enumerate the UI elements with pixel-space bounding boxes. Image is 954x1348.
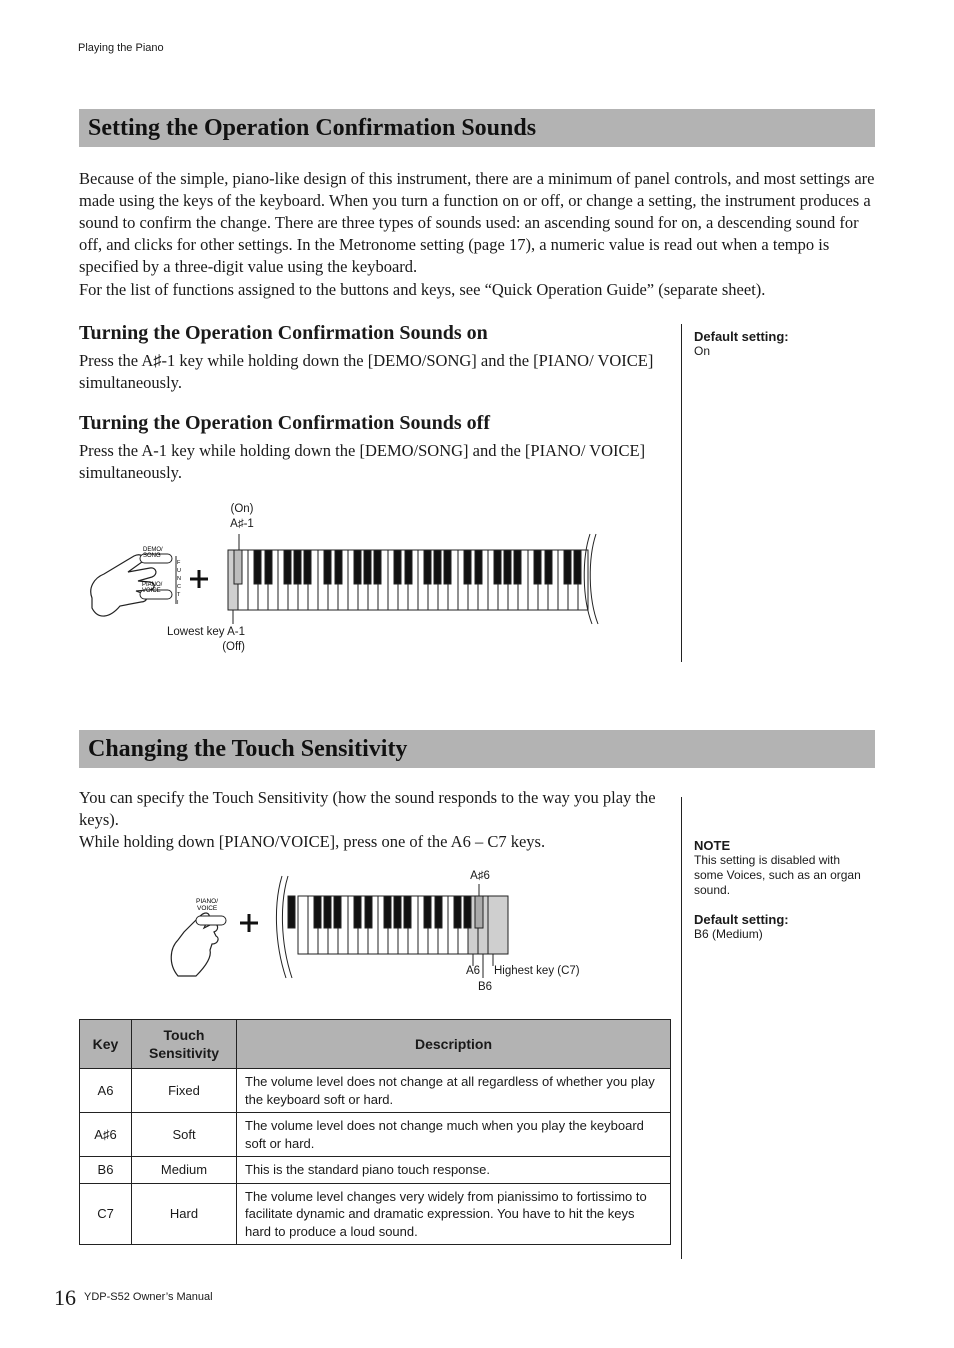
header-touch-sensitivity: Touch Sensitivity [132,1020,237,1069]
piano-voice-button-2 [196,916,226,925]
off-text: Press the A-1 key while holding down the [DEMO/SONG] and the [PIANO/ VOICE] simultaneously. [79,441,646,482]
cell-key: A♯6 [80,1113,132,1157]
label-on-key: A♯-1 [230,518,254,530]
running-header: Playing the Piano [78,42,164,54]
label-a-sharp-6: A♯6 [470,870,490,882]
default-setting-value-2: B6 (Medium) [694,927,763,941]
cell-touch: Hard [132,1184,237,1245]
default-setting-label-1: Default setting: [694,329,789,344]
on-text: Press the A♯-1 key while holding down the [DEMO/SONG] and the [PIANO/ VOICE] simultaneously. [79,351,654,392]
section-bar-touch-sensitivity [79,730,875,768]
demo-song-text: DEMO/ [143,547,163,553]
svg-text:SONG: SONG [143,553,161,559]
cell-touch: Medium [132,1157,237,1184]
plus-icon [240,914,258,932]
cell-touch: Fixed [132,1069,237,1113]
section1-paragraph-1: Because of the simple, piano-like design of this instrument, there are a minimum of panel controls, and most settings are made using the keys of the keyboard. When you turn a function on or off, or change a setting, the instrument produces a sound to confirm the change. There are three types of sounds used: an ascending sound for on, a descending sound for off, and clicks for other settings. In the Metronome setting (page 17), a numeric value is read out when a tempo is specified by a three-digit value using the keyboard. [79,169,875,276]
section-title-touch-sensitivity: Changing the Touch Sensitivity [88,736,408,762]
on-subsection [79,322,669,394]
default-setting-value-1: On [694,344,711,358]
table-row [80,1069,671,1113]
cell-description: The volume level changes very widely from pianissimo to fortissimo to facilitate dynamic and dramatic expression. You have to hit the keys hard to produce a loud sound. [237,1184,671,1245]
section2-intro [79,787,679,853]
svg-text:VOICE: VOICE [197,905,218,912]
label-lowest-key: Lowest key A-1 [167,626,245,638]
svg-text:T: T [177,592,181,598]
page-number: 16 [54,1285,76,1310]
key-c7 [488,896,508,954]
piano-voice-text-2: PIANO/ [196,898,219,905]
label-off: (Off) [222,641,245,653]
column-divider-1 [681,324,682,662]
svg-text:F: F [177,560,181,566]
svg-text:U: U [177,568,181,574]
cell-key: A6 [80,1069,132,1113]
off-subsection [79,412,669,484]
cell-touch: Soft [132,1113,237,1157]
section1-paragraph-2: For the list of functions assigned to the buttons and keys, see “Quick Operation Guide” (separate sheet). [79,280,766,299]
keyboard-diagram-1 [80,528,620,628]
note-label: NOTE [694,838,731,853]
section-bar-confirmation-sounds [79,109,875,147]
side-note-2 [694,838,869,942]
svg-text:N: N [177,576,181,582]
cell-description: The volume level does not change much when you play the keyboard soft or hard. [237,1113,671,1157]
section2-paragraph-2: While holding down [PIANO/VOICE], press one of the A6 – C7 keys. [79,832,546,851]
section2-paragraph-1: You can specify the Touch Sensitivity (how the sound responds to the way you play the keys). [79,788,656,829]
cell-description: The volume level does not change at all regardless of whether you play the keyboard soft or hard. [237,1069,671,1113]
keyboard-diagram-2 [160,872,520,982]
default-setting-label-2: Default setting: [694,912,789,927]
header-description: Description [237,1020,671,1069]
piano-voice-text: PIANO/ [142,582,163,588]
table-row [80,1157,671,1184]
label-a6: A6 [465,965,481,977]
cell-key: C7 [80,1184,132,1245]
cell-key: B6 [80,1157,132,1184]
header-key: Key [80,1020,132,1069]
table-row [80,1184,671,1245]
touch-sensitivity-table [79,1019,671,1245]
black-keys-2 [288,896,483,928]
side-note-default-1 [694,329,869,359]
section-title-confirmation-sounds: Setting the Operation Confirmation Sounds [88,115,537,141]
label-on: (On) [230,503,254,515]
on-heading: Turning the Operation Confirmation Sounds on [79,322,488,344]
label-b6: B6 [477,981,493,993]
svg-text:C: C [177,584,181,590]
table-row [80,1113,671,1157]
table-header-row [80,1020,671,1069]
cell-description: This is the standard piano touch response. [237,1157,671,1184]
note-text: This setting is disabled with some Voices, such as an organ sound. [694,853,861,897]
off-heading: Turning the Operation Confirmation Sounds off [79,412,490,434]
key-a-sharp-minus1 [234,550,242,584]
svg-text:I: I [177,600,179,606]
plus-icon [190,570,208,588]
label-highest-key: Highest key (C7) [494,965,580,977]
section1-intro [79,168,875,301]
svg-text:VOICE: VOICE [142,588,161,594]
manual-name: YDP-S52 Owner’s Manual [84,1291,213,1303]
column-divider-2 [681,797,682,1259]
key-a-sharp-6 [475,896,483,928]
